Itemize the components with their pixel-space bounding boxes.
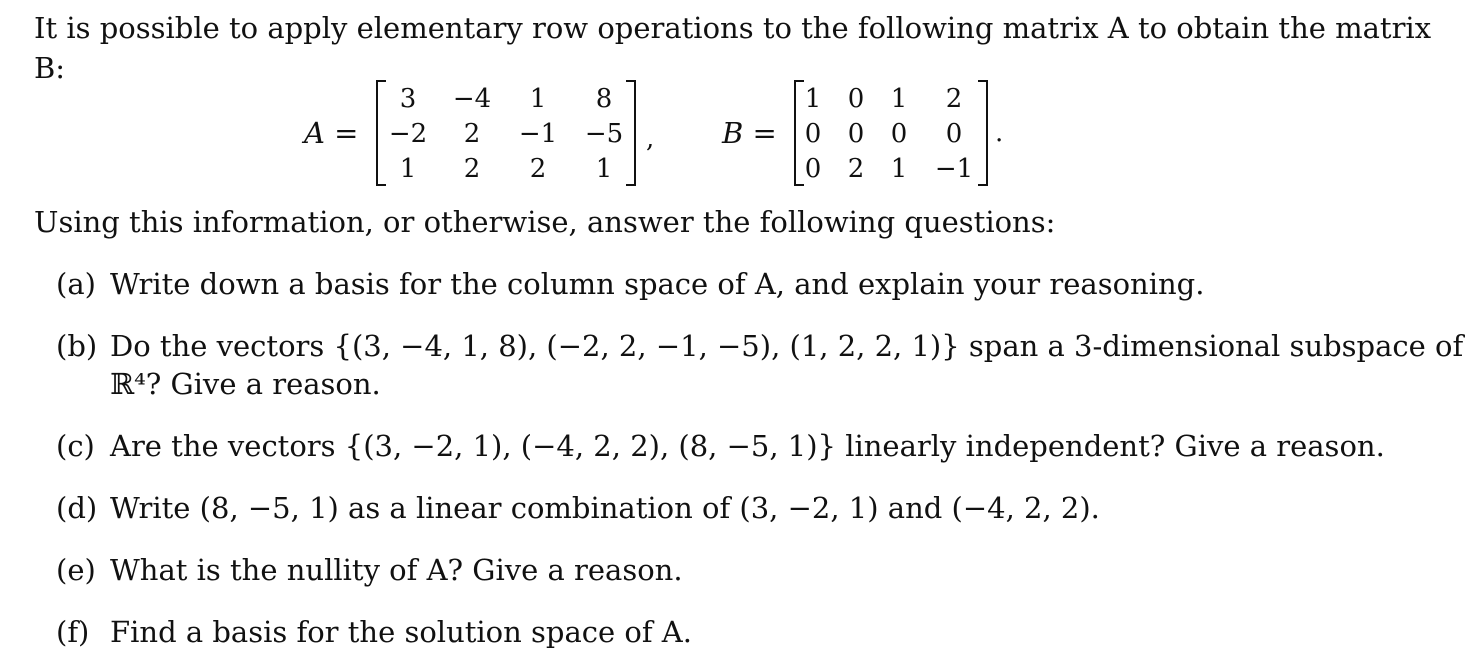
matrix-b-cell: 0: [847, 84, 865, 114]
question-text: Find a basis for the solution space of A.: [110, 615, 692, 649]
matrix-a-cell: −1: [518, 119, 558, 149]
matrix-a-label: A =: [304, 116, 359, 150]
matrix-b-cell: 2: [945, 84, 963, 114]
matrix-a-cell: 2: [463, 119, 481, 149]
matrix-a-cell: −4: [452, 84, 492, 114]
question-text: What is the nullity of A? Give a reason.: [110, 553, 683, 587]
question-label: (f): [56, 615, 90, 649]
question-label: (b): [56, 329, 98, 363]
intro-line-1: It is possible to apply elementary row operations to the following matrix A to obtain the matrix: [34, 11, 1432, 45]
matrix-a-cell: 1: [399, 154, 417, 184]
instructions-text: Using this information, or otherwise, answer the following questions:: [34, 205, 1056, 239]
matrix-a-cell: −5: [584, 119, 624, 149]
matrix-a-cell: 1: [529, 84, 547, 114]
intro-line-2: B:: [34, 51, 66, 85]
matrix-a-cell: 2: [463, 154, 481, 184]
matrix-b-cell: 0: [847, 119, 865, 149]
question-text: Write (8, −5, 1) as a linear combination of (3, −2, 1) and (−4, 2, 2).: [110, 491, 1100, 525]
question-label: (a): [56, 267, 96, 301]
matrix-b-period: .: [995, 118, 1004, 148]
matrix-a-comma: ,: [646, 124, 655, 154]
matrix-b-cell: 1: [804, 84, 822, 114]
matrix-a-cell: 3: [399, 84, 417, 114]
question-text-continued: ℝ⁴? Give a reason.: [110, 367, 381, 401]
matrix-b-cell: −1: [934, 154, 974, 184]
matrix-b: [794, 80, 988, 186]
matrix-b-cell: 1: [890, 84, 908, 114]
matrix-b-cell: 0: [804, 154, 822, 184]
question-text: Write down a basis for the column space of A, and explain your reasoning.: [110, 267, 1205, 301]
matrix-b-cell: 0: [804, 119, 822, 149]
matrix-a: [376, 80, 636, 186]
matrix-b-cell: 0: [890, 119, 908, 149]
question-text: Do the vectors {(3, −4, 1, 8), (−2, 2, −1, −5), (1, 2, 2, 1)} span a 3-dimensional subspace of: [110, 329, 1464, 363]
matrix-a-cell: −2: [388, 119, 428, 149]
question-label: (e): [56, 553, 96, 587]
matrix-b-cell: 0: [945, 119, 963, 149]
question-text: Are the vectors {(3, −2, 1), (−4, 2, 2), (8, −5, 1)} linearly independent? Give a reason.: [110, 429, 1385, 463]
matrix-a-cell: 8: [595, 84, 613, 114]
question-label: (c): [56, 429, 95, 463]
question-label: (d): [56, 491, 98, 525]
matrix-b-cell: 2: [847, 154, 865, 184]
matrix-b-cell: 1: [890, 154, 908, 184]
matrix-a-cell: 2: [529, 154, 547, 184]
matrix-a-cell: 1: [595, 154, 613, 184]
matrix-b-label: B =: [722, 116, 777, 150]
